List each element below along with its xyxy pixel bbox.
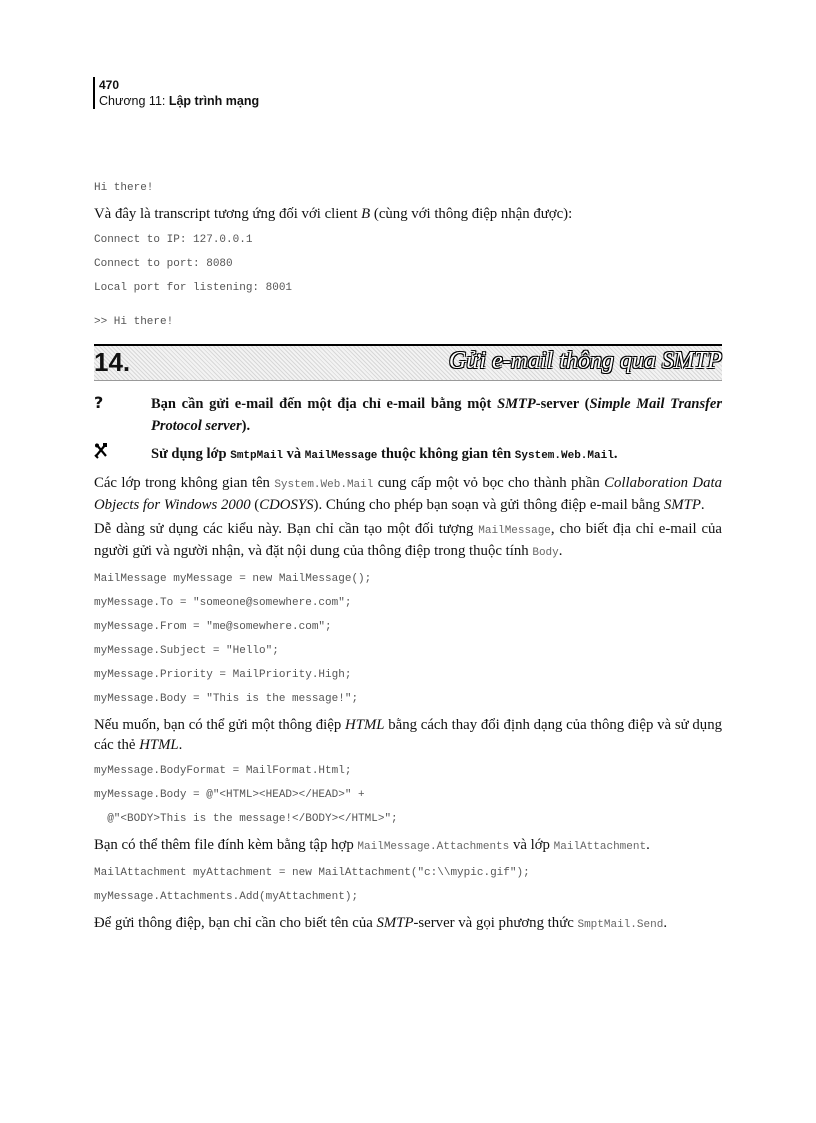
question-mark-icon: ? — [94, 393, 104, 412]
code-block-client — [94, 228, 722, 300]
text-run: Bạn cần gửi e-mail đến một địa chỉ e-mail bằng một — [151, 396, 498, 412]
text-run: . — [646, 837, 650, 853]
code-hi: Hi there! — [94, 182, 154, 194]
text-run: thuộc không gian tên — [377, 446, 515, 462]
code-inline: Body — [532, 547, 559, 559]
code-inline: MailMessage.Attachments — [357, 841, 510, 853]
solution-row — [94, 443, 722, 467]
text-run: Và đây là transcript tương ứng đối với client — [94, 206, 362, 222]
text-run: ( — [250, 497, 260, 513]
paragraph-transcript — [94, 204, 722, 224]
code-inline: MailMessage — [478, 525, 551, 537]
code-line: myMessage.Priority = MailPriority.High; — [94, 669, 352, 681]
code-line: myMessage.Attachments.Add(myAttachment); — [94, 891, 359, 903]
paragraph-html — [94, 715, 722, 755]
code-block-message — [94, 567, 722, 711]
text-run: Collaboration Data Objects for Windows 2000 — [94, 475, 722, 513]
code-line: myMessage.Body = "This is the message!"; — [94, 693, 359, 705]
question-text — [151, 393, 722, 437]
page-content — [94, 176, 722, 939]
text-run: , cho biết địa chỉ e-mail của người gửi và người nhận, và đặt nội dung của thông điệp trong thuộc tính — [94, 521, 722, 559]
text-run: Sử dụng lớp — [151, 446, 231, 462]
code-line: myMessage.From = "me@somewhere.com"; — [94, 621, 332, 633]
code-line: Local port for listening: 8001 — [94, 282, 293, 294]
code-line: myMessage.BodyFormat = MailFormat.Html; — [94, 765, 352, 777]
text-run: HTML — [345, 717, 385, 733]
text-run: và — [283, 446, 305, 462]
text-run: Dễ dàng sử dụng các kiểu này. Bạn chỉ cần tạo một đối tượng — [94, 521, 479, 537]
text-run: (cùng với thông điệp nhận được): — [370, 206, 573, 222]
code-line: MailAttachment myAttachment = new MailAttachment("c:\\mypic.gif"); — [94, 867, 530, 879]
paragraph-attach — [94, 835, 722, 857]
text-run: ). — [241, 418, 251, 434]
paragraph-send — [94, 913, 722, 935]
text-run: bằng cách thay đổi định dạng của thông điệp và sử dụng các thẻ — [94, 717, 722, 753]
code-line: @"<BODY>This is the message!</BODY></HTML>"; — [94, 813, 398, 825]
chapter-prefix: Chương 11: — [99, 94, 169, 108]
text-run: SMTP — [376, 915, 414, 931]
client-name: B — [361, 206, 371, 222]
code-line: Connect to port: 8080 — [94, 258, 233, 270]
code-inline: SmptMail.Send — [577, 919, 664, 931]
tools-icon — [94, 443, 110, 463]
paragraph-easy — [94, 519, 722, 563]
text-run: cung cấp một vỏ bọc cho thành phần — [373, 475, 605, 491]
code-block-attach — [94, 861, 722, 909]
text-run: . — [178, 737, 183, 753]
text-run: ). Chúng cho phép bạn soạn và gửi thông điệp e-mail bằng — [313, 497, 664, 513]
text-run: . — [663, 915, 668, 931]
paragraph-intro — [94, 473, 722, 515]
text-run: . — [558, 543, 563, 559]
text-run: SMTP — [663, 497, 701, 513]
solution-text — [151, 443, 722, 467]
code-inline: SmtpMail — [230, 450, 284, 462]
text-run: . — [700, 497, 705, 513]
text-run: Bạn có thể thêm file đính kèm bằng tập hợp — [94, 837, 358, 853]
text-run: -server ( — [535, 396, 590, 412]
page-number: 470 — [99, 78, 120, 92]
text-run: CDOSYS — [259, 497, 314, 513]
text-run: và lớp — [509, 837, 554, 853]
code-line: myMessage.Body = @"<HTML><HEAD></HEAD>" + — [94, 789, 365, 801]
section-number: 14. — [94, 347, 131, 377]
text-run: Nếu muốn, bạn có thể gửi một thông điệp — [94, 717, 346, 733]
text-run: Simple Mail Transfer Protocol server — [151, 396, 722, 434]
text-run: Để gửi thông điệp, bạn chỉ cần cho biết tên của — [94, 915, 377, 931]
code-line: myMessage.Subject = "Hello"; — [94, 645, 279, 657]
code-block-html — [94, 759, 722, 831]
question-row — [94, 393, 722, 437]
text-run: -server và gọi phương thức — [413, 915, 578, 931]
chapter-heading — [99, 93, 259, 109]
text-run: Các lớp trong không gian tên — [94, 475, 275, 491]
code-line: myMessage.To = "someone@somewhere.com"; — [94, 597, 352, 609]
text-run: HTML — [139, 737, 179, 753]
section-header — [94, 344, 722, 381]
page-header — [93, 77, 259, 109]
text-run: . — [613, 446, 618, 462]
code-inline: System.Web.Mail — [274, 479, 374, 491]
code-line: Connect to IP: 127.0.0.1 — [94, 234, 253, 246]
chapter-title: Lập trình mạng — [168, 94, 260, 108]
code-inline: MailMessage — [304, 450, 378, 462]
section-title: Gửi e-mail thông qua SMTP — [448, 348, 722, 374]
code-inline: System.Web.Mail — [514, 450, 614, 462]
code-reply: >> Hi there! — [94, 316, 174, 328]
text-run: SMTP — [497, 396, 536, 412]
code-line: MailMessage myMessage = new MailMessage(); — [94, 573, 372, 585]
code-inline: MailAttachment — [553, 841, 647, 853]
